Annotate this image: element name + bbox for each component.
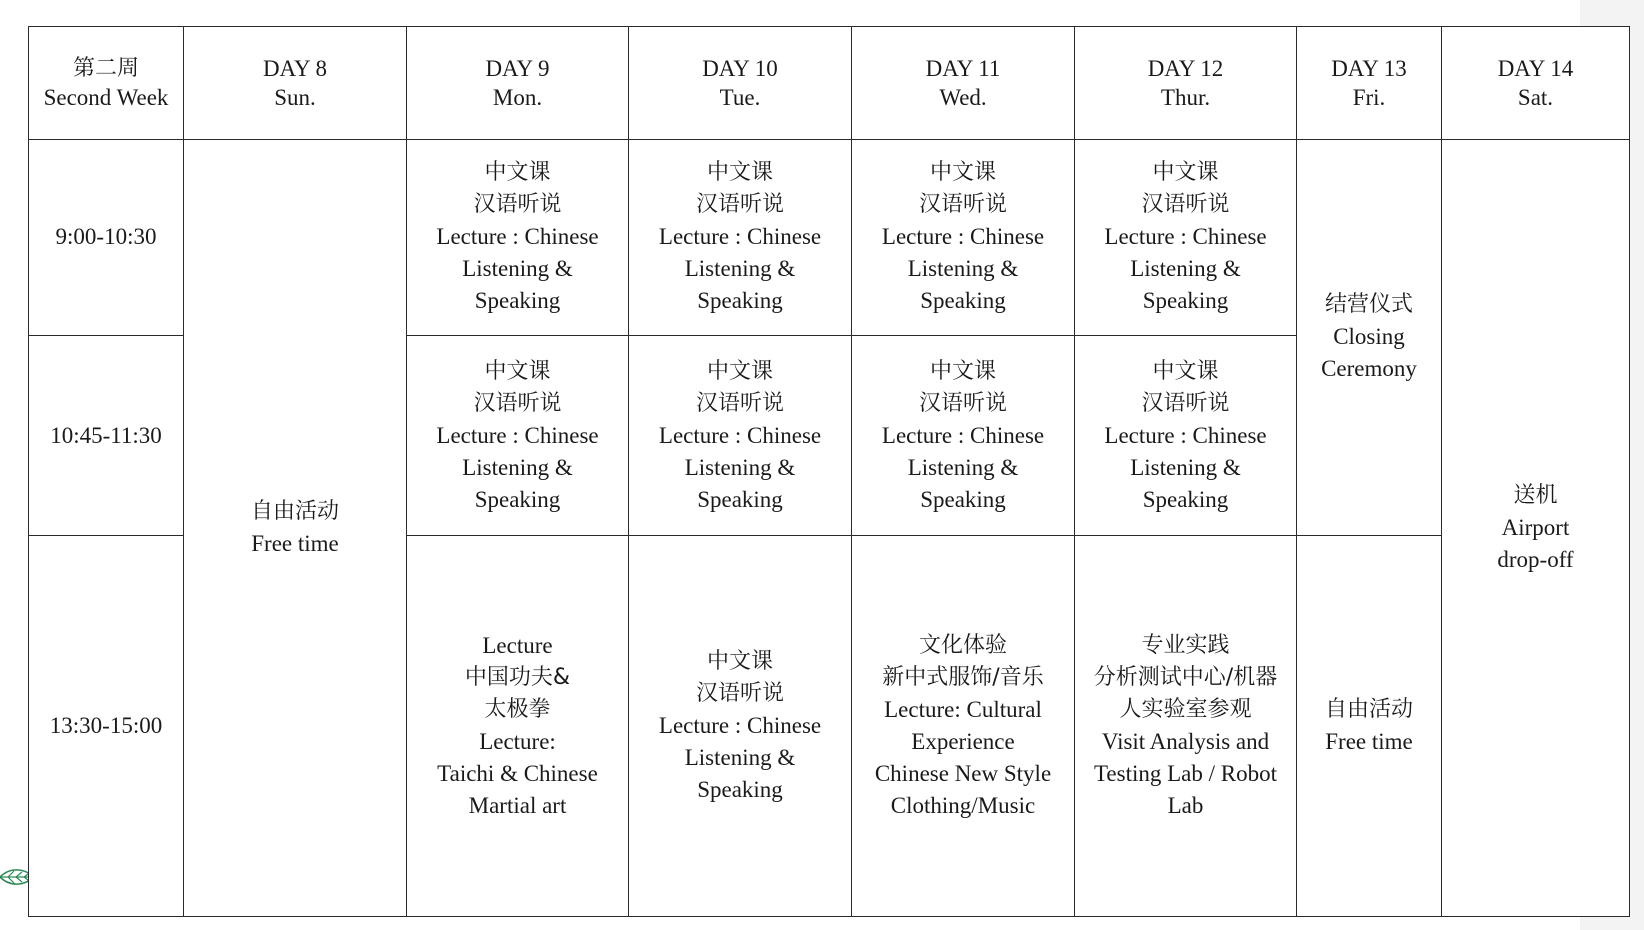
lesson-cn2: 汉语听说 bbox=[918, 390, 1007, 416]
lesson-cell bbox=[407, 139, 629, 336]
lesson-cn1: 中文课 bbox=[1152, 358, 1219, 384]
day-header-day10 bbox=[629, 27, 852, 140]
lesson-cell bbox=[1075, 139, 1297, 336]
day-weekday: Wed. bbox=[939, 84, 987, 110]
lesson-cell bbox=[629, 536, 852, 917]
lesson-cn1: 中文课 bbox=[706, 649, 773, 675]
time-cell: 10:45-11:30 bbox=[29, 336, 184, 536]
free-time-cn: 自由活动 bbox=[1324, 697, 1413, 723]
free-time-en: Free time bbox=[251, 530, 339, 556]
kungfu-l3: 太极拳 bbox=[484, 697, 551, 723]
lesson-cn2: 汉语听说 bbox=[473, 192, 562, 218]
lesson-en3: Speaking bbox=[474, 288, 561, 314]
lesson-en2: Listening & bbox=[907, 454, 1019, 480]
fri-free-time-cell bbox=[1297, 536, 1442, 917]
lesson-cn1: 中文课 bbox=[706, 358, 773, 384]
day-weekday: Fri. bbox=[1352, 84, 1386, 110]
day-number: DAY 9 bbox=[485, 55, 550, 81]
lesson-en2: Listening & bbox=[462, 454, 573, 480]
sun-free-time-cell bbox=[184, 139, 407, 916]
closing-ceremony-cell bbox=[1297, 139, 1442, 536]
lesson-en3: Speaking bbox=[697, 486, 783, 512]
closing-en2: Ceremony bbox=[1321, 356, 1417, 382]
airport-dropoff-cell bbox=[1442, 139, 1630, 916]
closing-en1: Closing bbox=[1333, 324, 1405, 350]
lesson-cn1: 中文课 bbox=[706, 160, 773, 186]
lesson-en1: Lecture : Chinese bbox=[1104, 224, 1267, 250]
dropoff-en1: Airport bbox=[1501, 514, 1570, 540]
culture-experience-cell bbox=[852, 536, 1075, 917]
day-header-day11 bbox=[852, 27, 1075, 140]
lesson-en3: Speaking bbox=[1142, 288, 1229, 314]
lesson-cn1: 中文课 bbox=[929, 358, 996, 384]
lesson-en2: Listening & bbox=[684, 256, 796, 282]
lesson-cell bbox=[629, 139, 852, 336]
lesson-en3: Speaking bbox=[697, 288, 783, 314]
lab-l3: 人实验室参观 bbox=[1119, 697, 1252, 723]
week-label-en: Second Week bbox=[43, 84, 169, 110]
week-label-cn: 第二周 bbox=[72, 55, 139, 81]
dropoff-en2: drop-off bbox=[1497, 546, 1574, 572]
kungfu-l2: 中国功夫& bbox=[464, 665, 571, 691]
time-cell: 13:30-15:00 bbox=[29, 536, 184, 917]
day-weekday: Tue. bbox=[719, 84, 761, 110]
lesson-cn2: 汉语听说 bbox=[695, 390, 784, 416]
lesson-en3: Speaking bbox=[697, 777, 783, 803]
free-time-cn: 自由活动 bbox=[250, 498, 339, 524]
culture-l5: Chinese New Style bbox=[874, 761, 1052, 787]
lesson-en3: Speaking bbox=[920, 288, 1006, 314]
day-header-day8 bbox=[184, 27, 407, 140]
lesson-cn1: 中文课 bbox=[929, 160, 996, 186]
lesson-en1: Lecture : Chinese bbox=[1104, 422, 1267, 448]
day-weekday: Thur. bbox=[1160, 84, 1211, 110]
lesson-cn2: 汉语听说 bbox=[695, 681, 784, 707]
culture-l2: 新中式服饰/音乐 bbox=[882, 665, 1044, 691]
lesson-cn1: 中文课 bbox=[1152, 160, 1219, 186]
day-weekday: Mon. bbox=[492, 84, 543, 110]
lab-l1: 专业实践 bbox=[1141, 633, 1230, 659]
lesson-en1: Lecture : Chinese bbox=[436, 422, 599, 448]
lab-l6: Lab bbox=[1167, 793, 1204, 819]
lesson-en1: Lecture : Chinese bbox=[881, 422, 1045, 448]
week-header-cell bbox=[29, 27, 184, 140]
time-row-morning bbox=[29, 139, 1630, 336]
day-number: DAY 13 bbox=[1331, 55, 1407, 81]
lesson-en2: Listening & bbox=[1130, 256, 1241, 282]
lesson-cn2: 汉语听说 bbox=[918, 192, 1007, 218]
lesson-en1: Lecture : Chinese bbox=[658, 713, 822, 739]
lesson-en1: Lecture : Chinese bbox=[658, 224, 822, 250]
lesson-en3: Speaking bbox=[920, 486, 1006, 512]
kungfu-l5: Taichi & Chinese bbox=[437, 761, 598, 787]
lesson-cn2: 汉语听说 bbox=[695, 192, 784, 218]
day-number: DAY 8 bbox=[262, 55, 328, 81]
day-weekday: Sun. bbox=[274, 84, 316, 110]
kungfu-lecture-cell bbox=[407, 536, 629, 917]
lesson-en1: Lecture : Chinese bbox=[881, 224, 1045, 250]
dropoff-cn: 送机 bbox=[1513, 482, 1558, 508]
lesson-cell bbox=[852, 139, 1075, 336]
day-number: DAY 11 bbox=[925, 55, 1001, 81]
lesson-cn1: 中文课 bbox=[484, 358, 551, 384]
day-weekday: Sat. bbox=[1517, 84, 1554, 110]
day-header-day14 bbox=[1442, 27, 1630, 140]
lesson-en3: Speaking bbox=[474, 486, 561, 512]
week-schedule-table bbox=[28, 26, 1630, 917]
lab-l4: Visit Analysis and bbox=[1101, 729, 1270, 755]
day-header-day9 bbox=[407, 27, 629, 140]
lab-l5: Testing Lab / Robot bbox=[1093, 761, 1277, 787]
lesson-en2: Listening & bbox=[684, 454, 796, 480]
lab-visit-cell bbox=[1075, 536, 1297, 917]
lesson-cell bbox=[852, 336, 1075, 536]
day-header-day12 bbox=[1075, 27, 1297, 140]
lesson-cell bbox=[1075, 336, 1297, 536]
culture-l6: Clothing/Music bbox=[890, 793, 1036, 819]
culture-l1: 文化体验 bbox=[918, 633, 1007, 659]
lesson-cell bbox=[629, 336, 852, 536]
lesson-cn2: 汉语听说 bbox=[1141, 192, 1230, 218]
lesson-en2: Listening & bbox=[462, 256, 573, 282]
culture-l4: Experience bbox=[911, 729, 1015, 755]
day-number: DAY 14 bbox=[1497, 55, 1574, 81]
lesson-en3: Speaking bbox=[1142, 486, 1229, 512]
lesson-en2: Listening & bbox=[684, 745, 796, 771]
lesson-cell bbox=[407, 336, 629, 536]
lesson-cn2: 汉语听说 bbox=[473, 390, 562, 416]
lesson-en1: Lecture : Chinese bbox=[436, 224, 599, 250]
lesson-cn1: 中文课 bbox=[484, 160, 551, 186]
header-row bbox=[29, 27, 1630, 140]
lesson-en1: Lecture : Chinese bbox=[658, 422, 822, 448]
closing-cn: 结营仪式 bbox=[1324, 292, 1413, 318]
lesson-en2: Listening & bbox=[907, 256, 1019, 282]
culture-l3: Lecture: Cultural bbox=[884, 697, 1042, 723]
day-number: DAY 10 bbox=[702, 55, 778, 81]
day-number: DAY 12 bbox=[1147, 55, 1224, 81]
kungfu-l6: Martial art bbox=[468, 793, 567, 819]
free-time-en: Free time bbox=[1325, 729, 1413, 755]
kungfu-l1: Lecture bbox=[482, 633, 553, 659]
lesson-en2: Listening & bbox=[1130, 454, 1241, 480]
kungfu-l4: Lecture: bbox=[479, 729, 556, 755]
lesson-cn2: 汉语听说 bbox=[1141, 390, 1230, 416]
day-header-day13 bbox=[1297, 27, 1442, 140]
lab-l2: 分析测试中心/机器 bbox=[1093, 665, 1278, 691]
time-cell: 9:00-10:30 bbox=[29, 139, 184, 336]
